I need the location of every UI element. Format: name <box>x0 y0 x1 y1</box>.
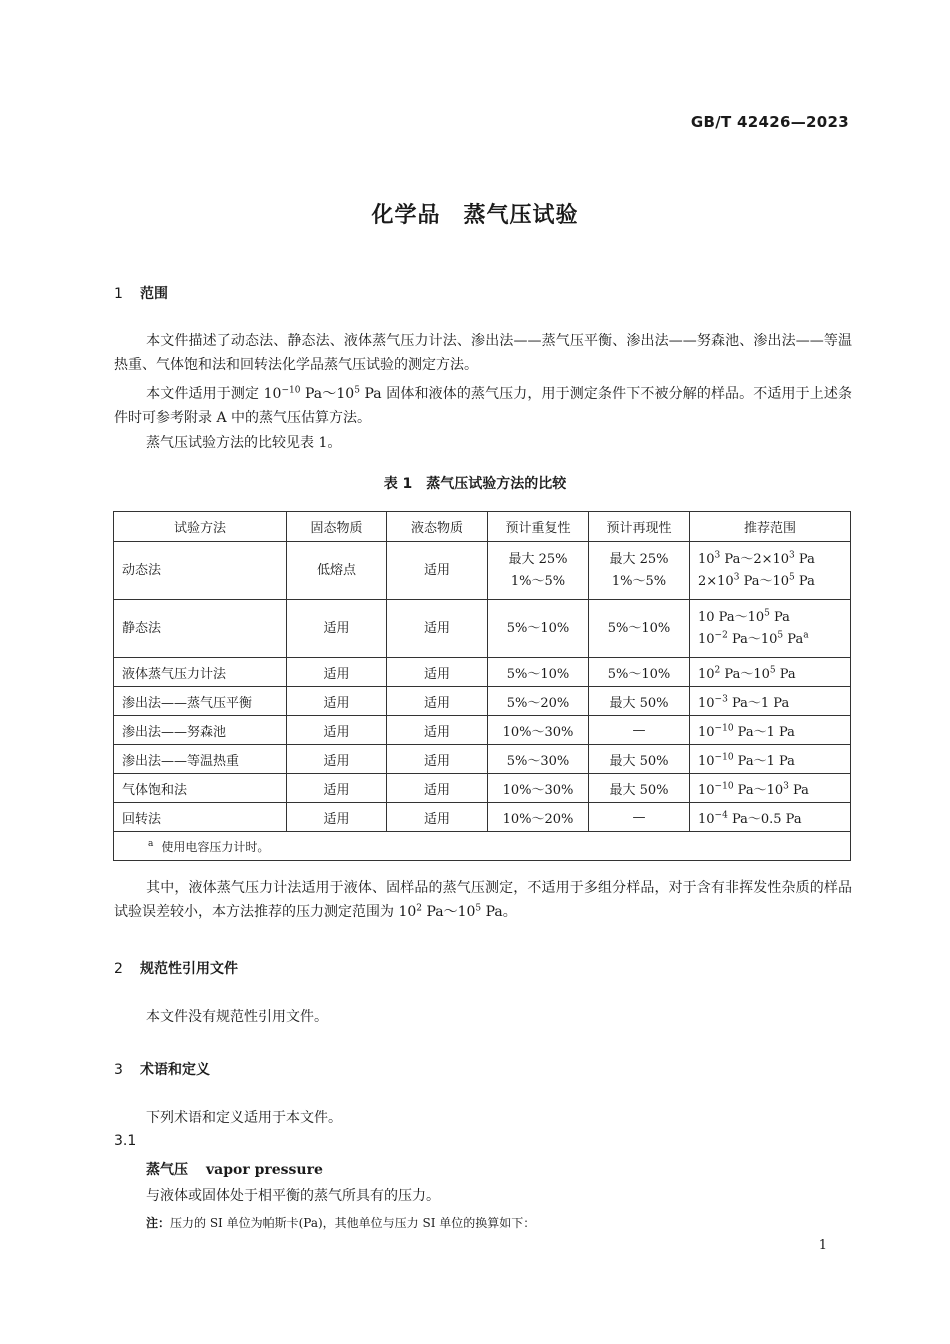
table-footnote-row <box>114 832 851 861</box>
cell-line: 5%～20% <box>506 695 570 711</box>
range-line: $10^2$ $Pa\sim 10^5$ Pa <box>698 665 796 682</box>
column-header: 推荐范围 <box>690 512 851 542</box>
range-cell <box>690 600 851 658</box>
method-cell: 液体蒸气压力计法 <box>114 658 287 687</box>
section-title: 规范性引用文件 <box>140 961 238 977</box>
range-line: $10^{-3}$ Pa～1 Pa <box>698 694 790 711</box>
cell-line: 5%～10% <box>607 666 671 682</box>
paragraph-text: Pa。 <box>481 904 517 920</box>
reproducibility-cell <box>589 716 690 745</box>
range-line: $10^{-4}$ Pa～0.5 Pa <box>698 810 802 827</box>
table-caption: 表 1 蒸气压试验方法的比较 <box>383 476 567 492</box>
term-number: 3.1 <box>114 1133 137 1149</box>
reproducibility-cell <box>589 600 690 658</box>
solid-cell: 适用 <box>287 658 387 687</box>
table-footnote: $^a$ 使用电容压力计时。 <box>114 832 851 861</box>
reproducibility-cell <box>589 658 690 687</box>
cell-line: 1%～5% <box>510 573 566 589</box>
solid-cell: 适用 <box>287 774 387 803</box>
section-title: 术语和定义 <box>140 1062 210 1078</box>
note-paragraph <box>114 876 852 924</box>
comparison-table <box>113 511 851 861</box>
repeatability-cell <box>488 745 589 774</box>
solid-cell: 适用 <box>287 687 387 716</box>
table-row <box>114 774 851 803</box>
section-1-heading <box>114 283 168 303</box>
range-cell <box>690 658 851 687</box>
paragraph-text: 本文件没有规范性引用文件。 <box>146 1009 328 1025</box>
range-line: $10^{-10}$ Pa～1 Pa <box>698 752 795 769</box>
solid-cell: 适用 <box>287 716 387 745</box>
range-line: $2\times 10^3$ $Pa\sim 10^5$ Pa <box>698 572 815 589</box>
range-line: $10^{-10}$ $Pa\sim 10^3$ Pa <box>698 781 809 798</box>
liquid-cell: 适用 <box>387 803 488 832</box>
cell-line: — <box>632 809 646 825</box>
range-line: $10^{-2}$ $Pa\sim 10^5$ Pa$^a$ <box>698 630 809 647</box>
range-cell <box>690 745 851 774</box>
column-header: 液态物质 <box>387 512 488 542</box>
solid-cell: 适用 <box>287 745 387 774</box>
table-row <box>114 542 851 600</box>
table-row <box>114 716 851 745</box>
solid-cell: 低熔点 <box>287 542 387 600</box>
paragraph-text: 本文件适用于测定 10 <box>146 386 282 402</box>
repeatability-cell <box>488 687 589 716</box>
repeatability-cell <box>488 803 589 832</box>
liquid-cell: 适用 <box>387 658 488 687</box>
liquid-cell: 适用 <box>387 716 488 745</box>
cell-line: 10%～30% <box>502 724 574 740</box>
cell-line: 5%～30% <box>506 753 570 769</box>
cell-line: 最大 25% <box>508 551 568 567</box>
column-header: 试验方法 <box>114 512 287 542</box>
section-2-heading <box>114 958 238 978</box>
paragraph-text: Pa～10 <box>300 386 355 402</box>
section-number: 2 <box>114 961 123 977</box>
paragraph-text: 本文件描述了动态法、静态法、液体蒸气压力计法、渗出法——蒸气压平衡、渗出法——努森池、渗出法——等温热重、气体饱和法和回转法化学品蒸气压试验的测定方法。 <box>114 333 852 373</box>
liquid-cell: 适用 <box>387 600 488 658</box>
references-paragraph <box>114 1005 852 1029</box>
solid-cell: 适用 <box>287 803 387 832</box>
range-line: $10^{-10}$ Pa～1 Pa <box>698 723 795 740</box>
note-label: 注： <box>146 1216 171 1230</box>
reproducibility-cell <box>589 542 690 600</box>
range-cell <box>690 716 851 745</box>
repeatability-cell <box>488 774 589 803</box>
reproducibility-cell <box>589 803 690 832</box>
page-number: 1 <box>818 1238 827 1253</box>
range-cell <box>690 774 851 803</box>
method-cell: 静态法 <box>114 600 287 658</box>
terms-paragraph <box>114 1106 852 1130</box>
reproducibility-cell <box>589 745 690 774</box>
cell-line: 最大 50% <box>609 782 669 798</box>
cell-line: 最大 25% <box>609 551 669 567</box>
reproducibility-cell <box>589 687 690 716</box>
cell-line: 5%～10% <box>607 620 671 636</box>
range-cell <box>690 687 851 716</box>
method-cell: 渗出法——努森池 <box>114 716 287 745</box>
repeatability-cell <box>488 542 589 600</box>
exponent: 5 <box>354 385 360 396</box>
table-row <box>114 687 851 716</box>
cell-line: 1%～5% <box>611 573 667 589</box>
section-3-heading <box>114 1059 210 1079</box>
cell-line: 最大 50% <box>609 695 669 711</box>
column-header: 预计再现性 <box>589 512 690 542</box>
cell-line: 10%～30% <box>502 782 574 798</box>
cell-line: — <box>632 722 646 738</box>
table-row <box>114 658 851 687</box>
term-en: vapor pressure <box>206 1162 323 1178</box>
table-row <box>114 803 851 832</box>
solid-cell: 适用 <box>287 600 387 658</box>
cell-line: 5%～10% <box>506 666 570 682</box>
range-line: 10 $Pa\sim 10^5$ Pa <box>698 608 790 625</box>
reproducibility-cell <box>589 774 690 803</box>
table-row <box>114 600 851 658</box>
term-zh: 蒸气压 <box>146 1162 188 1178</box>
exponent: −10 <box>281 385 301 396</box>
cell-line: 最大 50% <box>609 753 669 769</box>
liquid-cell: 适用 <box>387 774 488 803</box>
repeatability-cell <box>488 600 589 658</box>
repeatability-cell <box>488 658 589 687</box>
table-header-row <box>114 512 851 542</box>
liquid-cell: 适用 <box>387 745 488 774</box>
term-definition: 与液体或固体处于相平衡的蒸气所具有的压力。 <box>146 1188 440 1204</box>
paragraph-text: Pa～10 <box>422 904 476 920</box>
column-header: 固态物质 <box>287 512 387 542</box>
repeatability-cell <box>488 716 589 745</box>
cell-line: 10%～20% <box>502 811 574 827</box>
table-row <box>114 745 851 774</box>
paragraph-text: 其中，液体蒸气压力计法适用于液体、固样品的蒸气压测定，不适用于多组分样品，对于含有非挥发性杂质的样品试验误差较小，本方法推荐的压力测定范围为 10 <box>114 880 852 920</box>
note-text: 压力的 SI 单位为帕斯卡(Pa)，其他单位与压力 SI 单位的换算如下： <box>170 1216 536 1230</box>
method-cell: 气体饱和法 <box>114 774 287 803</box>
column-header: 预计重复性 <box>488 512 589 542</box>
method-cell: 回转法 <box>114 803 287 832</box>
scope-paragraph-1 <box>114 329 852 377</box>
section-number: 3 <box>114 1062 123 1078</box>
exponent: 5 <box>475 903 482 914</box>
scope-paragraph-2 <box>114 382 852 430</box>
range-cell <box>690 803 851 832</box>
paragraph-text: 蒸气压试验方法的比较见表 1。 <box>146 435 342 451</box>
liquid-cell: 适用 <box>387 542 488 600</box>
document-title: 化学品 蒸气压试验 <box>371 203 579 228</box>
exponent: 2 <box>416 903 422 914</box>
method-cell: 渗出法——蒸气压平衡 <box>114 687 287 716</box>
scope-paragraph-3 <box>114 431 852 455</box>
liquid-cell: 适用 <box>387 687 488 716</box>
range-line: $10^3$ $Pa\sim 2\times 10^3$ Pa <box>698 550 815 567</box>
paragraph-text: 下列术语和定义适用于本文件。 <box>146 1110 342 1126</box>
cell-line: 5%～10% <box>506 620 570 636</box>
term-note <box>146 1214 535 1231</box>
term-title <box>146 1159 323 1179</box>
paragraph-text: Pa 固体和液体的蒸气压力，用于测定条件下不被分解的样品。不适用于上述条件时可参考附录 A 中的蒸气压估算方法。 <box>114 386 853 426</box>
standard-code: GB/T 42426—2023 <box>690 113 849 131</box>
range-cell <box>690 542 851 600</box>
section-title: 范围 <box>140 286 168 302</box>
method-cell: 渗出法——等温热重 <box>114 745 287 774</box>
method-cell: 动态法 <box>114 542 287 600</box>
section-number: 1 <box>114 286 123 302</box>
